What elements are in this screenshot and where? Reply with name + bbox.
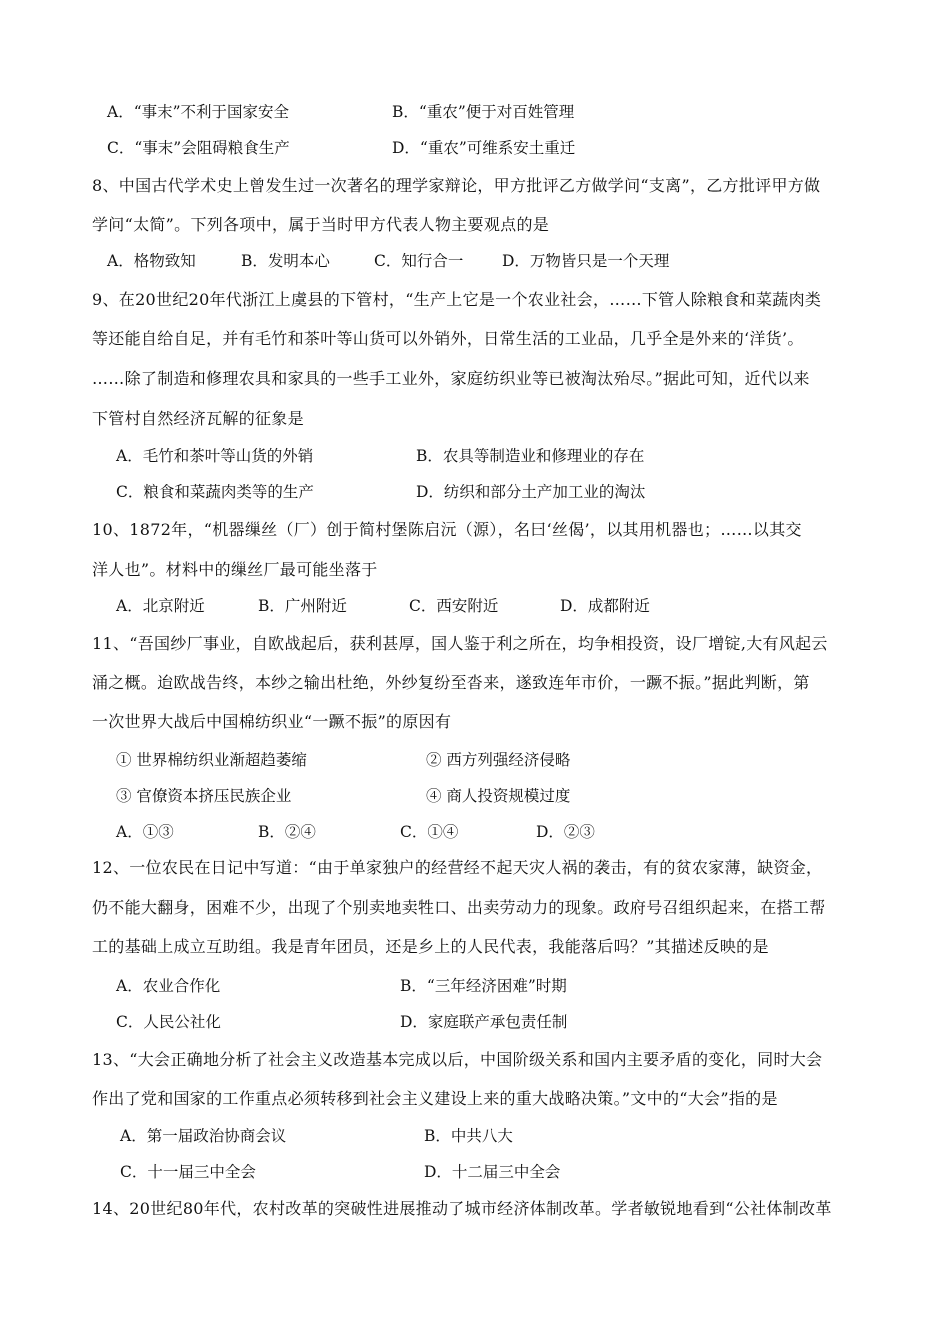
q9-option-b: B．农具等制造业和修理业的存在 [416,447,645,465]
q10-line-1: 10、1872年，“机器缫丝（厂）创于简村堡陈启沅（源），名曰‘丝偈’，以其用机器也；……以其交 [92,520,802,539]
q11-line-2: 涌之概。迨欧战告终，本纱之输出杜绝，外纱复纷至沓来，遂致连年市价，一蹶不振。”据此判断，第 [92,673,810,692]
q13-line-1: 13、“大会正确地分析了社会主义改造基本完成以后，中国阶级关系和国内主要矛盾的变化，同时大会 [92,1050,823,1069]
q14-line-1: 14、20世纪80年代，农村改革的突破性进展推动了城市经济体制改革。学者敏锐地看到“公社体制改革 [92,1199,832,1218]
q12-line-3: 工的基础上成立互助组。我是青年团员，还是乡上的人民代表，我能落后吗？”其描述反映的是 [92,937,769,956]
q13-line-2: 作出了党和国家的工作重点必须转移到社会主义建设上来的重大战略决策。”文中的“大会”指的是 [92,1089,778,1108]
q12-option-d: D．家庭联产承包责任制 [400,1013,568,1031]
q9-line-1: 9、在20世纪20年代浙江上虞县的下管村，“生产上它是一个农业社会，……下管人除粮食和菜蔬肉类 [92,290,822,309]
q7-option-d: D．“重农”可维系安土重迁 [392,139,576,157]
q11-item-4: ④ 商人投资规模过度 [426,787,571,805]
q13-option-a: A．第一届政治协商会议 [120,1127,287,1145]
q9-option-d: D．纺织和部分土产加工业的淘汰 [416,483,646,501]
q10-option-b: B．广州附近 [258,597,347,615]
q11-option-a: A．①③ [116,823,174,841]
q9-line-3: ……除了制造和修理农具和家具的一些手工业外，家庭纺织业等已被淘汰殆尽。”据此可知，近代以来 [92,369,810,388]
q9-line-2: 等还能自给自足，并有毛竹和茶叶等山货可以外销外，日常生活的工业品，几乎全是外来的‘洋货’。 [92,329,804,348]
q13-option-d: D．十二届三中全会 [424,1163,561,1181]
q12-option-c: C．人民公社化 [116,1013,221,1031]
q7-option-c: C．“事末”会阻碍粮食生产 [107,139,290,157]
q8-option-c: C．知行合一 [374,252,464,270]
q9-option-a: A．毛竹和茶叶等山货的外销 [116,447,314,465]
q12-line-2: 仍不能大翻身，困难不少，出现了个别卖地卖牲口、出卖劳动力的现象。政府号召组织起来，在搭工帮 [92,898,826,917]
q12-option-a: A．农业合作化 [116,977,221,995]
q13-option-c: C．十一届三中全会 [120,1163,256,1181]
q11-item-3: ③ 官僚资本挤压民族企业 [116,787,292,805]
q8-option-a: A．格物致知 [107,252,196,270]
q10-line-2: 洋人也”。材料中的缫丝厂最可能坐落于 [92,560,378,579]
q11-option-d: D．②③ [536,823,595,841]
q9-line-4: 下管村自然经济瓦解的征象是 [92,409,304,428]
q9-option-c: C．粮食和菜蔬肉类等的生产 [116,483,314,501]
q12-option-b: B．“三年经济困难”时期 [400,977,567,995]
q8-option-d: D．万物皆只是一个天理 [502,252,670,270]
q10-option-a: A．北京附近 [116,597,205,615]
q8-line-2: 学问“太简”。下列各项中，属于当时甲方代表人物主要观点的是 [92,215,550,234]
q11-item-1: ① 世界棉纺织业渐超趋萎缩 [116,751,307,769]
q10-option-d: D．成都附近 [560,597,650,615]
q12-line-1: 12、一位农民在日记中写道：“由于单家独户的经营经不起天灾人祸的袭击，有的贫农家薄，缺资金， [92,858,823,877]
q10-option-c: C．西安附近 [409,597,499,615]
q11-item-2: ② 西方列强经济侵略 [426,751,571,769]
q11-line-3: 一次世界大战后中国棉纺织业“一蹶不振”的原因有 [92,712,452,731]
q13-option-b: B．中共八大 [424,1127,513,1145]
q11-option-b: B．②④ [258,823,316,841]
q11-option-c: C．①④ [400,823,459,841]
q7-option-a: A．“事末”不利于国家安全 [107,103,290,121]
q11-line-1: 11、“吾国纱厂事业，自欧战起后，获利甚厚，国人鉴于利之所在，均争相投资，设厂增锭,大有风起云 [92,634,828,653]
q7-option-b: B．“重农”便于对百姓管理 [392,103,575,121]
q8-line-1: 8、中国古代学术史上曾发生过一次著名的理学家辩论，甲方批评乙方做学问“支离”，乙方批评甲方做 [92,176,821,195]
q8-option-b: B．发明本心 [241,252,330,270]
